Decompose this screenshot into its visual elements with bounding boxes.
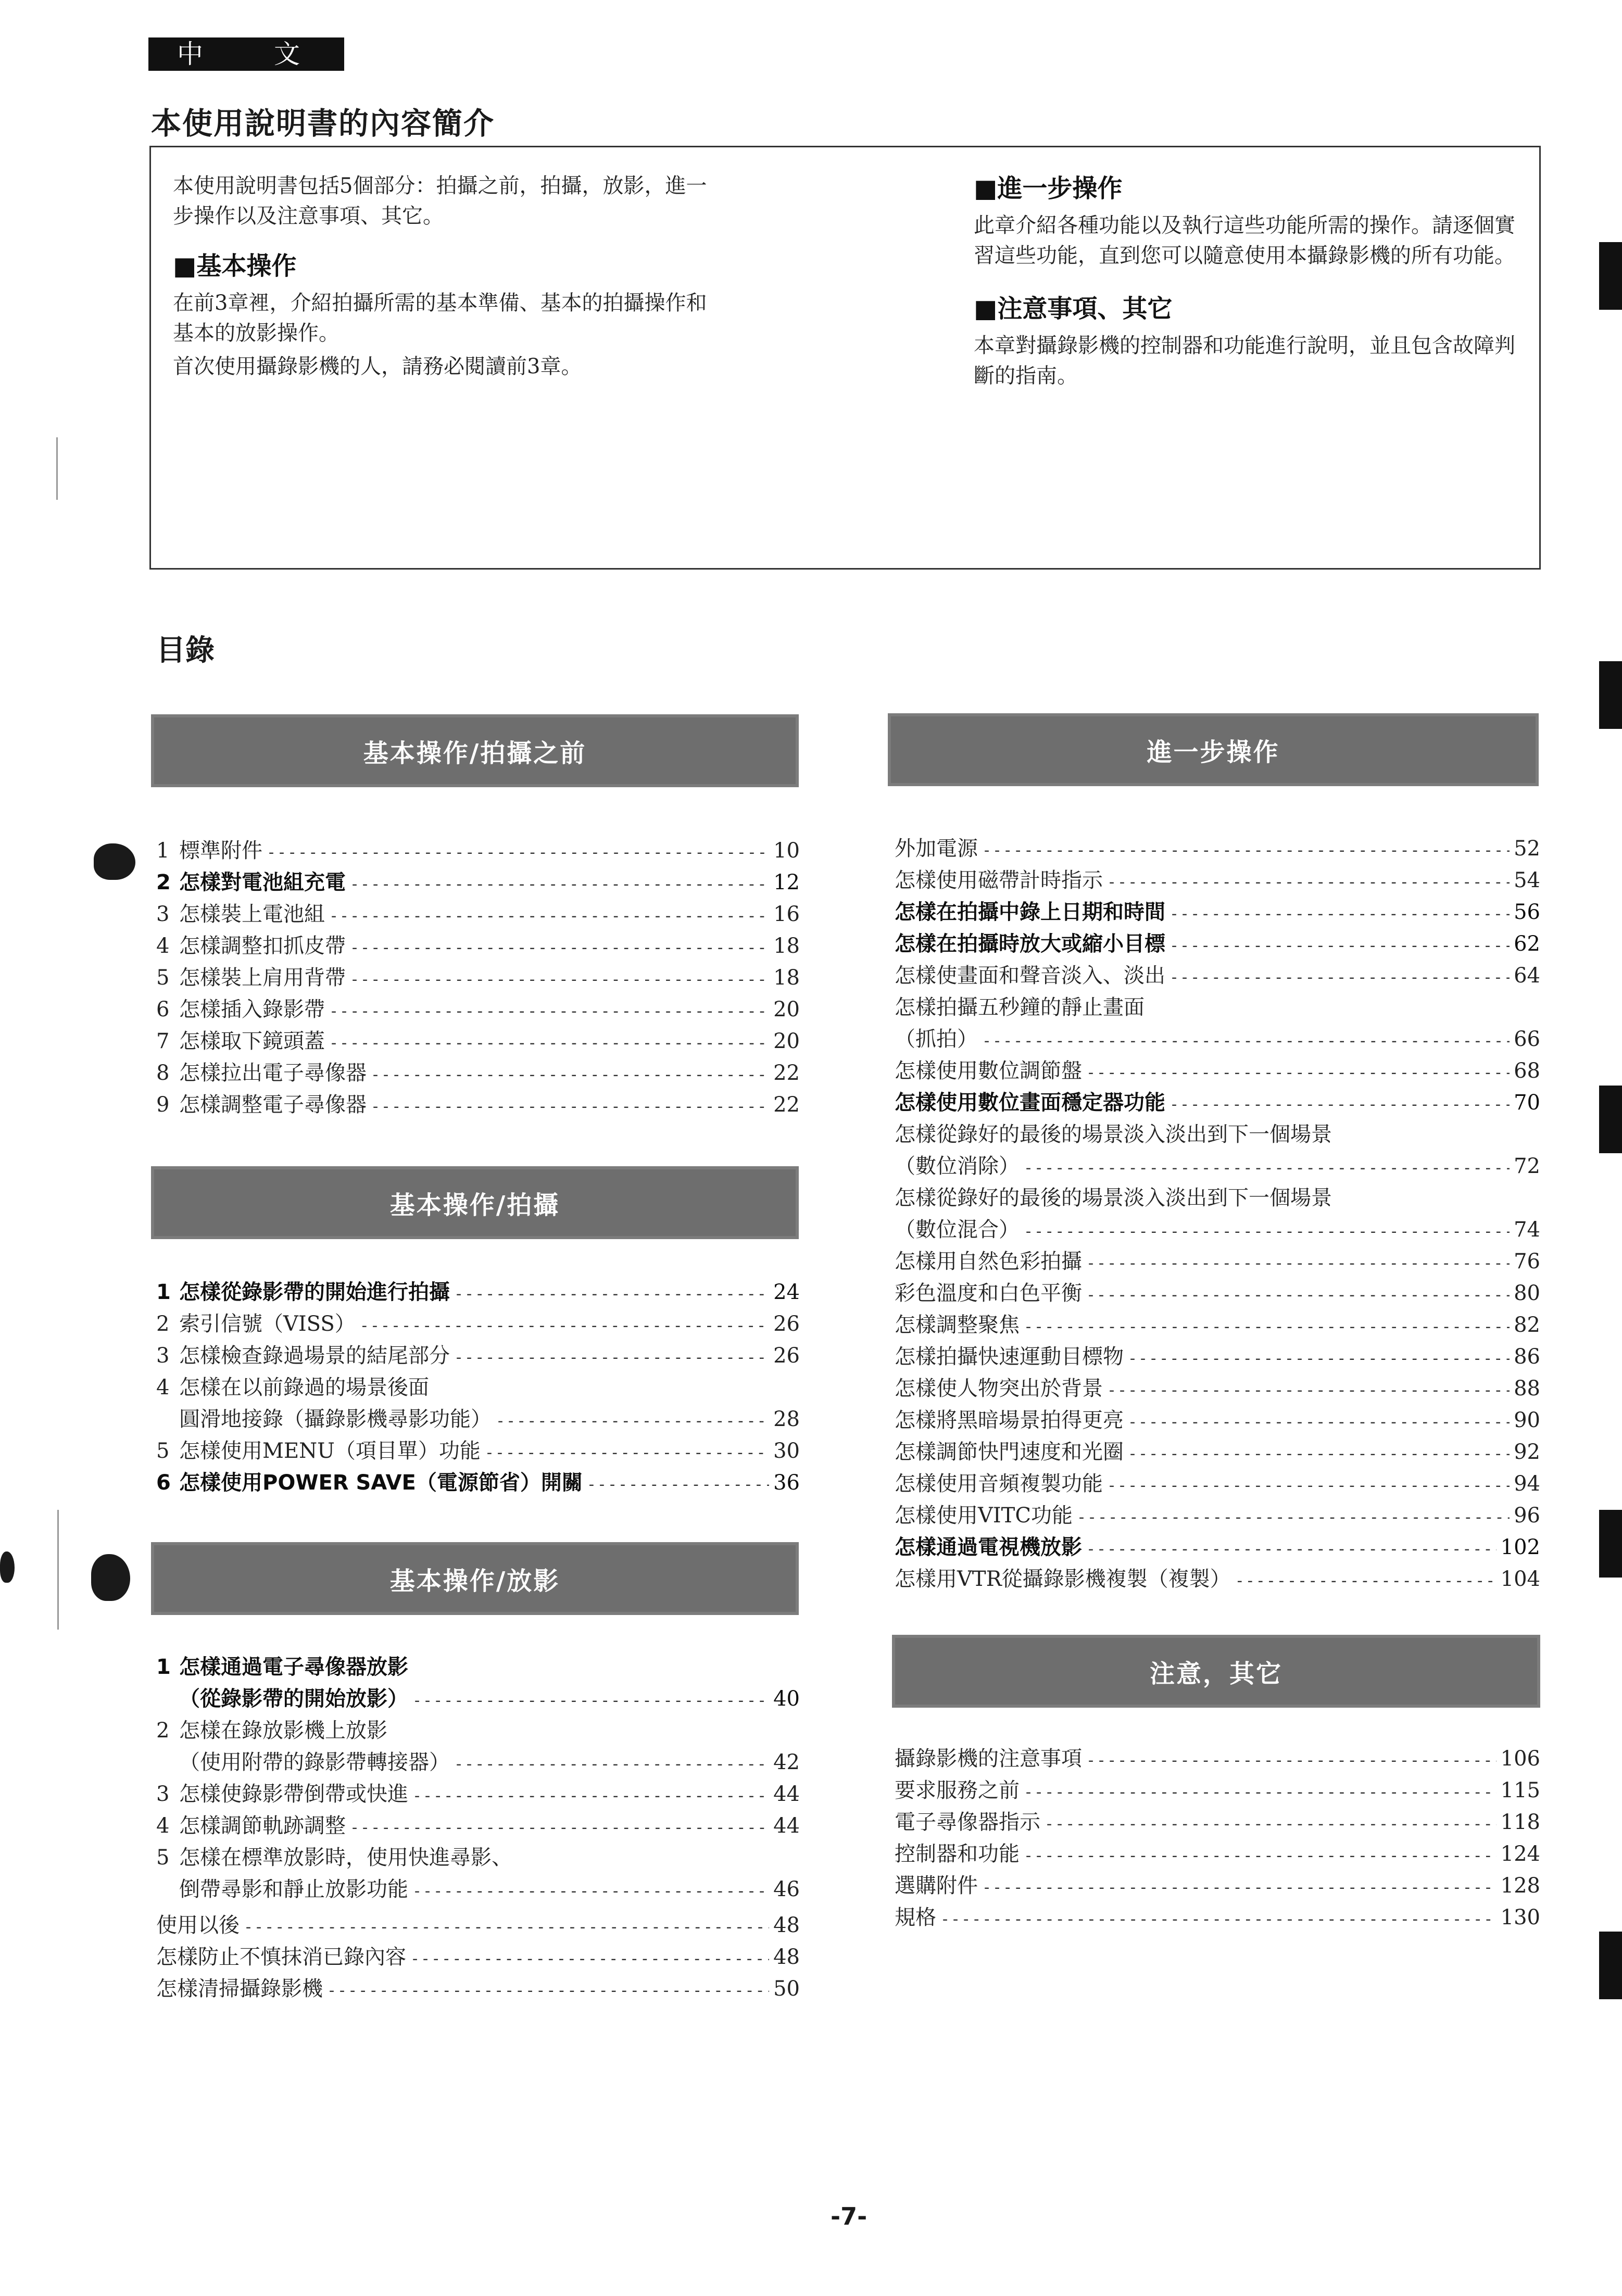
intro-subheading: ■基本操作 [173, 251, 297, 281]
toc-list-shooting [156, 1277, 800, 1499]
toc-entry[interactable]: 怎樣從錄好的最後的場景淡入淡出到下一個場景 [895, 1122, 1332, 1146]
toc-entry[interactable]: 1 怎樣通過電子尋像器放影 [156, 1655, 408, 1679]
section-band-notes: 注意，其它 [892, 1635, 1540, 1708]
thumb-index-mark [1599, 242, 1622, 310]
language-tab: 中 文 [148, 37, 344, 71]
thumb-index-mark [1599, 661, 1622, 729]
toc-entry[interactable]: 6 怎樣使用POWER SAVE（電源節省）開關 ----- 36 [156, 1467, 800, 1499]
punch-hole-mark [94, 843, 135, 880]
toc-list-notes [895, 1743, 1540, 1934]
toc-heading: 目錄 [156, 634, 215, 667]
toc-entry-continued[interactable]: 圓滑地接錄（攝錄影機尋影功能） ----- 28 [156, 1404, 800, 1435]
toc-entry[interactable]: 使用以後 ----- 48 [156, 1910, 800, 1941]
toc-entry-continued[interactable]: （從錄影帶的開始放影） ----- 40 [156, 1683, 800, 1715]
toc-entry[interactable]: 彩色溫度和白色平衡 ----- 80 [895, 1278, 1540, 1309]
toc-entry-continued[interactable]: 倒帶尋影和靜止放影功能 ----- 46 [156, 1874, 800, 1906]
toc-entry[interactable]: 外加電源 ----- 52 [895, 833, 1540, 865]
section-band-playback: 基本操作/放影 [151, 1542, 799, 1615]
toc-entry[interactable]: 4 怎樣在以前錄過的場景後面 [156, 1376, 429, 1399]
toc-entry[interactable]: 怎樣使用磁帶計時指示 ----- 54 [895, 865, 1540, 897]
intro-subheading: ■注意事項、其它 [974, 294, 1173, 323]
toc-entry[interactable]: 怎樣拍攝五秒鐘的靜止畫面 [895, 995, 1145, 1019]
toc-entry[interactable]: 怎樣防止不慎抹消已錄內容 ----- 48 [156, 1941, 800, 1973]
binding-margin-line [56, 437, 58, 500]
toc-entry[interactable]: 2 怎樣在錄放影機上放影 [156, 1719, 387, 1743]
toc-entry[interactable]: 怎樣調節快門速度和光圈 ----- 92 [895, 1436, 1540, 1468]
intro-paragraph: 本章對攝錄影機的控制器和功能進行說明，並且包含故障判斷的指南。 [974, 334, 1515, 388]
toc-entry[interactable]: 1 怎樣從錄影帶的開始進行拍攝 ----- 24 [156, 1277, 800, 1308]
toc-entry[interactable]: 怎樣使人物突出於背景 ----- 88 [895, 1373, 1540, 1405]
toc-entry[interactable]: 2 怎樣對電池組充電 ----- 12 [156, 867, 800, 899]
intro-right-column [974, 168, 1515, 391]
intro-paragraph: 首次使用攝錄影機的人，請務必閱讀前3章。 [173, 355, 582, 379]
toc-entry[interactable]: 5 怎樣使用MENU（項目單）功能 ----- 30 [156, 1435, 800, 1467]
toc-entry-continued[interactable]: （數位消除） ----- 72 [895, 1151, 1540, 1182]
section-band-advanced: 進一步操作 [888, 713, 1539, 786]
toc-entry[interactable]: 怎樣用VTR從攝錄影機複製（複製） ----- 104 [895, 1563, 1540, 1595]
toc-entry[interactable]: 怎樣使用音頻複製功能 ----- 94 [895, 1468, 1540, 1500]
toc-entry[interactable]: 3 怎樣檢查錄過場景的結尾部分 ----- 26 [156, 1340, 800, 1372]
punch-hole-mark [0, 1551, 15, 1583]
intro-paragraph: 在前3章裡，介紹拍攝所需的基本準備、基本的拍攝操作和基本的放影操作。 [173, 291, 707, 345]
toc-list-before [156, 835, 800, 1121]
toc-entry[interactable]: 9 怎樣調整電子尋像器 ----- 22 [156, 1089, 800, 1121]
page-heading: 本使用說明書的內容簡介 [151, 106, 495, 141]
toc-list-playback [156, 1651, 800, 2005]
intro-left-column [173, 171, 714, 382]
thumb-index-mark [1599, 1086, 1622, 1153]
toc-entry-continued[interactable]: （數位混合） ----- 74 [895, 1214, 1540, 1246]
toc-entry[interactable]: 電子尋像器指示 ----- 118 [895, 1807, 1540, 1838]
intro-paragraph: 本使用說明書包括5個部分：拍攝之前，拍攝，放影，進一步操作以及注意事項、其它。 [173, 174, 707, 228]
toc-list-advanced [895, 833, 1540, 1595]
toc-entry[interactable]: 怎樣拍攝快速運動目標物 ----- 86 [895, 1341, 1540, 1373]
toc-entry[interactable]: 要求服務之前 ----- 115 [895, 1775, 1540, 1807]
intro-paragraph: 此章介紹各種功能以及執行這些功能所需的操作。請逐個實習這些功能，直到您可以隨意使用本攝錄影機的所有功能。 [974, 213, 1515, 268]
toc-entry[interactable]: 怎樣將黑暗場景拍得更亮 ----- 90 [895, 1405, 1540, 1436]
page-number: -7- [831, 2202, 867, 2230]
toc-entry[interactable]: 怎樣使用數位調節盤 ----- 68 [895, 1055, 1540, 1087]
toc-entry[interactable]: 8 怎樣拉出電子尋像器 ----- 22 [156, 1057, 800, 1089]
toc-entry[interactable]: 選購附件 ----- 128 [895, 1870, 1540, 1902]
toc-entry[interactable]: 4 怎樣調節軌跡調整 ----- 44 [156, 1810, 800, 1842]
toc-entry[interactable]: 怎樣在拍攝時放大或縮小目標 ----- 62 [895, 928, 1540, 960]
toc-entry[interactable]: 4 怎樣調整扣抓皮帶 ----- 18 [156, 930, 800, 962]
toc-entry[interactable]: 6 怎樣插入錄影帶 ----- 20 [156, 994, 800, 1026]
toc-entry[interactable]: 怎樣使用VITC功能 ----- 96 [895, 1500, 1540, 1532]
toc-entry[interactable]: 怎樣調整聚焦 ----- 82 [895, 1309, 1540, 1341]
toc-entry[interactable]: 怎樣使用數位畫面穩定器功能 ----- 70 [895, 1087, 1540, 1119]
binding-margin-line [57, 1510, 59, 1630]
toc-entry[interactable]: 3 怎樣裝上電池組 ----- 16 [156, 899, 800, 930]
toc-entry[interactable]: 規格 ----- 130 [895, 1902, 1540, 1934]
section-band-before: 基本操作/拍攝之前 [151, 714, 799, 787]
toc-entry-continued[interactable]: （使用附帶的錄影帶轉接器） ----- 42 [156, 1747, 800, 1778]
thumb-index-mark [1599, 1510, 1622, 1578]
toc-entry[interactable]: 攝錄影機的注意事項 ----- 106 [895, 1743, 1540, 1775]
toc-entry[interactable]: 3 怎樣使錄影帶倒帶或快進 ----- 44 [156, 1778, 800, 1810]
thumb-index-mark [1599, 1932, 1622, 1999]
toc-entry[interactable]: 怎樣在拍攝中錄上日期和時間 ----- 56 [895, 897, 1540, 928]
section-band-shooting: 基本操作/拍攝 [151, 1166, 799, 1239]
toc-entry[interactable]: 怎樣通過電視機放影 ----- 102 [895, 1532, 1540, 1563]
toc-entry[interactable]: 怎樣使畫面和聲音淡入、淡出 ----- 64 [895, 960, 1540, 992]
toc-entry[interactable]: 控制器和功能 ----- 124 [895, 1838, 1540, 1870]
intro-subheading: ■進一步操作 [974, 174, 1123, 203]
toc-entry[interactable]: 5 怎樣裝上肩用背帶 ----- 18 [156, 962, 800, 994]
toc-entry[interactable]: 1 標準附件 ----- 10 [156, 835, 800, 867]
toc-entry[interactable]: 怎樣從錄好的最後的場景淡入淡出到下一個場景 [895, 1186, 1332, 1210]
toc-entry-continued[interactable]: （抓拍） ----- 66 [895, 1024, 1540, 1055]
toc-entry[interactable]: 怎樣用自然色彩拍攝 ----- 76 [895, 1246, 1540, 1278]
toc-entry[interactable]: 7 怎樣取下鏡頭蓋 ----- 20 [156, 1026, 800, 1057]
toc-entry[interactable]: 2 索引信號（VISS） ----- 26 [156, 1308, 800, 1340]
intro-box [149, 146, 1541, 570]
toc-entry[interactable]: 怎樣清掃攝錄影機 ----- 50 [156, 1973, 800, 2005]
toc-entry[interactable]: 5 怎樣在標準放影時，使用快進尋影、 [156, 1846, 512, 1870]
punch-hole-mark [91, 1554, 130, 1601]
